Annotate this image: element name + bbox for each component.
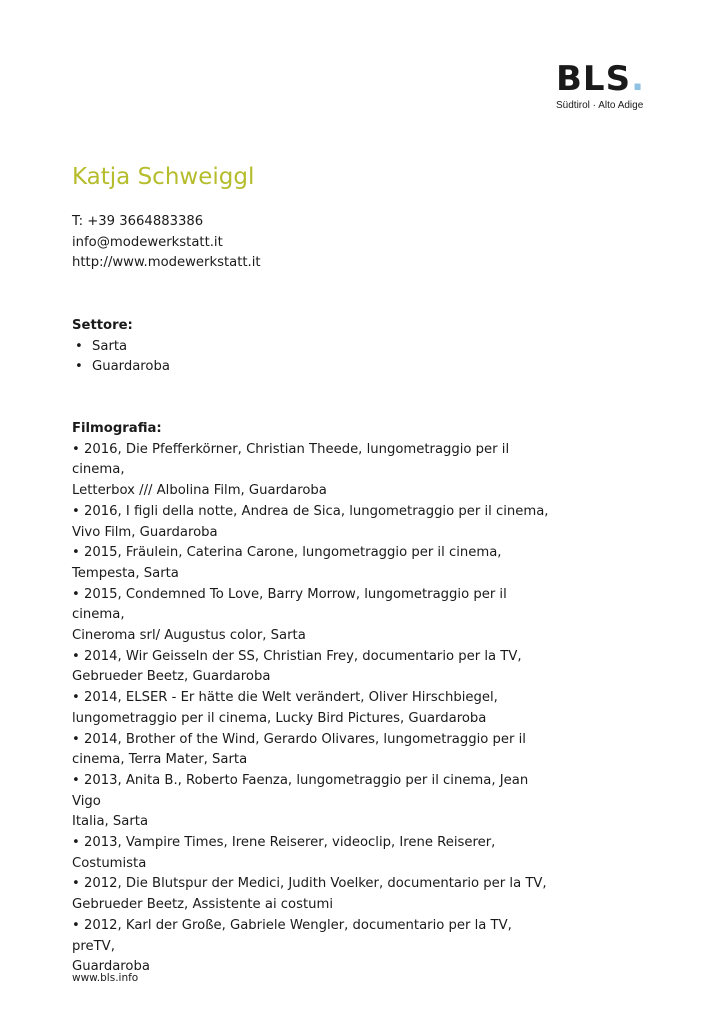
contact-block bbox=[72, 212, 261, 274]
filmografia-section bbox=[72, 419, 552, 978]
filmografia-line: • 2012, Die Blutspur der Medici, Judith Voelker, documentario per la TV, bbox=[72, 876, 547, 892]
filmografia-line: • 2013, Anita B., Roberto Faenza, lungometraggio per il cinema, Jean Vigo bbox=[72, 772, 529, 809]
bls-logo bbox=[556, 59, 646, 122]
settore-item-label: Guardaroba bbox=[92, 359, 170, 375]
filmografia-line: Cineroma srl/ Augustus color, Sarta bbox=[72, 628, 306, 644]
filmografia-line: • 2016, I figli della notte, Andrea de Sica, lungometraggio per il cinema, bbox=[72, 503, 549, 519]
logo-mark bbox=[556, 59, 646, 99]
bullet-icon: • bbox=[75, 338, 83, 354]
filmografia-line: • 2015, Condemned To Love, Barry Morrow, lungometraggio per il cinema, bbox=[72, 586, 507, 623]
filmografia-line: cinema, Terra Mater, Sarta bbox=[72, 752, 248, 768]
logo-subtitle: Südtirol · Alto Adige bbox=[556, 100, 644, 111]
filmografia-line: • 2016, Die Pfefferkörner, Christian Theede, lungometraggio per il cinema, bbox=[72, 441, 510, 478]
contact-email[interactable]: info@modewerkstatt.it bbox=[72, 234, 223, 250]
settore-item bbox=[72, 337, 170, 358]
filmografia-title: Filmografia: bbox=[72, 421, 162, 436]
filmografia-line: • 2014, Brother of the Wind, Gerardo Olivares, lungometraggio per il bbox=[72, 731, 526, 747]
filmografia-line: Letterbox /// Albolina Film, Guardaroba bbox=[72, 483, 327, 499]
filmografia-line: Costumista bbox=[72, 855, 147, 871]
settore-title: Settore: bbox=[72, 318, 133, 333]
filmografia-line: Gebrueder Beetz, Assistente ai costumi bbox=[72, 897, 334, 913]
settore-section bbox=[72, 316, 170, 378]
filmografia-line: • 2014, Wir Geisseln der SS, Christian Frey, documentario per la TV, bbox=[72, 648, 522, 664]
person-name: Katja Schweiggl bbox=[72, 164, 255, 190]
filmografia-line: • 2014, ELSER - Er hätte die Welt verändert, Oliver Hirschbiegel, bbox=[72, 690, 498, 706]
filmografia-line: Vivo Film, Guardaroba bbox=[72, 524, 218, 540]
bullet-icon: • bbox=[75, 359, 83, 375]
settore-item bbox=[72, 357, 170, 378]
filmografia-line: • 2012, Karl der Große, Gabriele Wengler, documentario per la TV, preTV, bbox=[72, 917, 512, 954]
logo-letters: BLS bbox=[556, 59, 632, 99]
logo-dot: . bbox=[631, 59, 645, 99]
filmografia-line: • 2013, Vampire Times, Irene Reiserer, videoclip, Irene Reiserer, bbox=[72, 835, 496, 851]
filmografia-line: Tempesta, Sarta bbox=[72, 565, 179, 581]
filmografia-line: Gebrueder Beetz, Guardaroba bbox=[72, 669, 271, 685]
filmografia-line: Guardaroba bbox=[72, 959, 150, 975]
contact-phone: T: +39 3664883386 bbox=[72, 214, 204, 229]
settore-item-label: Sarta bbox=[92, 338, 128, 354]
filmografia-line: • 2015, Fräulein, Caterina Carone, lungometraggio per il cinema, bbox=[72, 545, 502, 561]
footer-link[interactable]: www.bls.info bbox=[72, 972, 139, 984]
contact-website[interactable]: http://www.modewerkstatt.it bbox=[72, 255, 261, 271]
filmografia-line: Italia, Sarta bbox=[72, 814, 149, 830]
filmografia-line: lungometraggio per il cinema, Lucky Bird Pictures, Guardaroba bbox=[72, 710, 487, 726]
